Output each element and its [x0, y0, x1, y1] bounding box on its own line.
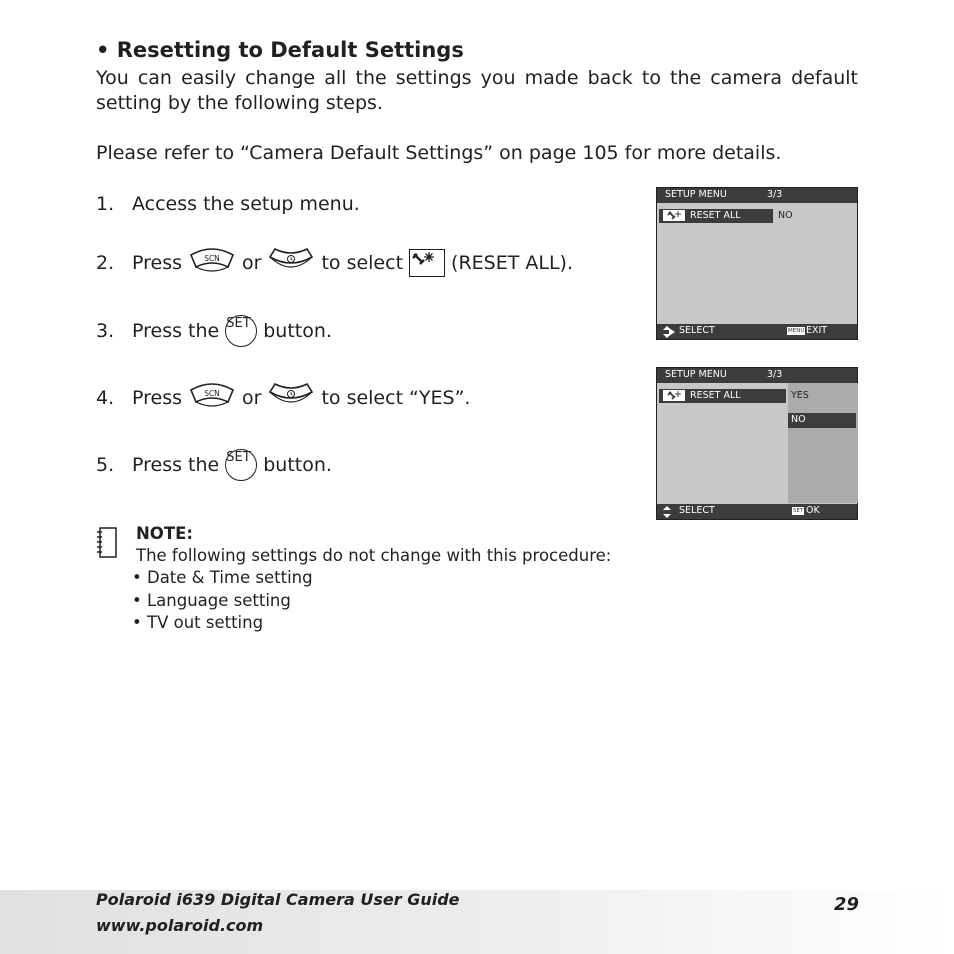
camera-screen-reset-no: [656, 187, 858, 340]
step-number: 4.: [96, 387, 115, 409]
reset-all-label: RESET ALL: [690, 210, 741, 221]
camera-screen-reset-options: [656, 367, 858, 520]
step-text: or: [242, 387, 262, 409]
step-text: Press the: [132, 320, 220, 342]
options-panel: [788, 383, 858, 503]
select-label: SELECT: [679, 505, 715, 516]
right-arrow-icon: [669, 328, 675, 339]
selftimer-button-icon: [267, 245, 315, 282]
note-bullet-text: Language setting: [146, 591, 291, 610]
screen-footer: [657, 324, 857, 339]
selftimer-button-icon: [267, 380, 315, 417]
reset-all-icon: [663, 210, 685, 221]
scn-label: SCN: [204, 388, 220, 398]
step-text: or: [242, 252, 262, 274]
step-3: [96, 313, 332, 349]
step-4: [96, 380, 470, 416]
reset-all-row: [659, 389, 786, 403]
step-text: to select: [321, 252, 404, 274]
option-no-highlight: [788, 413, 856, 428]
menu-page: 3/3: [767, 189, 783, 200]
intro-paragraph: You can easily change all the settings you made back to the camera default setting by the following steps.: [96, 67, 858, 114]
footer-guide-title: Polaroid i639 Digital Camera User Guide: [96, 890, 460, 909]
step-text: button.: [263, 320, 332, 342]
note-icon: [96, 527, 118, 563]
step-5: [96, 447, 332, 483]
step-text: Press the: [132, 454, 220, 476]
step-text: button.: [263, 454, 332, 476]
select-label: SELECT: [679, 325, 715, 336]
menu-key-icon: MENU: [788, 328, 805, 334]
scn-button-icon: [188, 380, 236, 417]
note-bullet-text: Date & Time setting: [146, 568, 313, 587]
screen-header: [657, 188, 857, 203]
note-label: NOTE:: [136, 524, 193, 543]
option-no: NO: [791, 414, 806, 425]
step-text: Press: [132, 387, 183, 409]
screen-footer: [657, 504, 857, 519]
step-number: 3.: [96, 320, 115, 342]
up-down-arrow-icon: [662, 506, 672, 521]
option-yes: YES: [791, 390, 809, 401]
step-number: 2.: [96, 252, 115, 274]
section-title: • Resetting to Default Settings: [96, 38, 464, 62]
reset-all-label: RESET ALL: [690, 390, 741, 401]
reference-paragraph: Please refer to “Camera Default Settings” on page 105 for more details.: [96, 142, 782, 164]
step-text: Press: [132, 252, 183, 274]
set-button-icon: SET: [225, 315, 257, 347]
note-bullet: • TV out setting: [132, 613, 264, 632]
step-text: to select “YES”.: [321, 387, 471, 409]
footer: [0, 890, 954, 954]
note-bullet: • Date & Time setting: [132, 568, 313, 587]
scn-label: SCN: [204, 253, 220, 263]
reset-value: NO: [778, 210, 793, 221]
note-bullet-text: TV out setting: [146, 613, 264, 632]
step-text: (RESET ALL).: [451, 252, 573, 274]
step-number: 1.: [96, 193, 115, 215]
step-2: [96, 245, 573, 281]
step-number: 5.: [96, 454, 115, 476]
footer-url: www.polaroid.com: [96, 916, 264, 935]
reset-all-icon: [663, 390, 685, 401]
menu-title: SETUP MENU: [665, 189, 727, 200]
step-text: Access the setup menu.: [132, 193, 360, 215]
note-bullet: • Language setting: [132, 591, 291, 610]
menu-title: SETUP MENU: [665, 369, 727, 380]
set-button-icon: SET: [225, 449, 257, 481]
set-key-icon: SET: [793, 508, 804, 514]
step-1: [96, 186, 360, 222]
reset-all-row: [659, 209, 773, 223]
page-number: 29: [834, 894, 860, 915]
screen-header: [657, 368, 857, 383]
exit-label: EXIT: [806, 325, 828, 336]
reset-all-icon: [409, 249, 445, 277]
menu-page: 3/3: [767, 369, 783, 380]
ok-label: OK: [806, 505, 820, 516]
note-text: The following settings do not change with this procedure:: [136, 546, 612, 565]
scn-button-icon: [188, 245, 236, 282]
